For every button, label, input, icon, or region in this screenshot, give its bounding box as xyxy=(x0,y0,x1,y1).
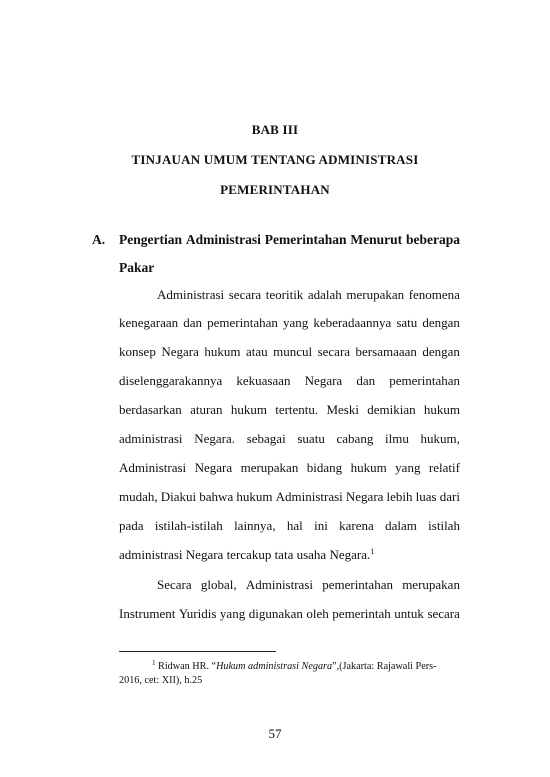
word: Negara xyxy=(194,460,233,475)
section-word: beberapa xyxy=(405,232,460,247)
chapter-title-line-1: TINJAUAN UMUM TENTANG ADMINISTRASI xyxy=(131,152,419,167)
text-line xyxy=(157,577,460,593)
word: suatu xyxy=(297,431,325,446)
word: berdasarkan xyxy=(119,402,182,417)
footnote-line-2: 2016, cet: XII), h.25 xyxy=(119,675,203,686)
word: untuk xyxy=(394,606,424,621)
word: secara xyxy=(228,287,262,302)
text-line xyxy=(157,287,460,303)
word: bidang xyxy=(306,460,343,475)
word: lebih xyxy=(386,489,413,504)
chapter-heading: BAB III xyxy=(251,122,299,137)
word: pemerintah xyxy=(332,606,391,621)
word: dan xyxy=(183,315,203,330)
word: keberadaannya xyxy=(313,315,392,330)
word: Secara xyxy=(157,577,192,592)
word: global, xyxy=(200,577,237,592)
chapter-title-line-2: PEMERINTAHAN xyxy=(220,182,330,197)
text-line xyxy=(119,344,460,360)
word: fenomena xyxy=(408,287,460,302)
word: satu xyxy=(396,315,418,330)
word: Administrasi xyxy=(119,460,187,475)
word: Negara xyxy=(161,344,199,359)
word: Diakui xyxy=(160,489,197,504)
word: hukum xyxy=(423,402,460,417)
section-word: Administrasi xyxy=(185,232,261,247)
text-line xyxy=(119,431,460,447)
word: pemerintahan xyxy=(322,577,393,592)
word: bahwa xyxy=(199,489,234,504)
word: ini xyxy=(314,518,328,533)
section-title-line-2: Pakar xyxy=(119,260,155,275)
word: merupakan xyxy=(240,460,299,475)
word: diselenggarakannya xyxy=(119,373,223,388)
word: secara xyxy=(317,344,351,359)
text-line xyxy=(119,547,460,563)
word: atau xyxy=(245,344,268,359)
word: Negara. xyxy=(194,431,236,446)
word: cabang xyxy=(336,431,374,446)
word: Yuridis xyxy=(178,606,217,621)
word: demikian xyxy=(367,402,416,417)
word: dalam xyxy=(385,518,417,533)
word: bersamaaan xyxy=(355,344,417,359)
word: oleh xyxy=(306,606,329,621)
section-word: Menurut xyxy=(350,232,403,247)
word: merupakan xyxy=(346,287,405,302)
text-line xyxy=(119,489,460,505)
word: administrasi xyxy=(119,431,183,446)
word: kekuasaan xyxy=(236,373,291,388)
section-title-line-1 xyxy=(119,232,460,248)
word: istilah xyxy=(428,518,460,533)
word: secara xyxy=(427,606,460,621)
word: sebagai xyxy=(246,431,286,446)
footnote-line-1 xyxy=(152,659,436,672)
word: adalah xyxy=(307,287,342,302)
word: Negara xyxy=(345,489,384,504)
word: teoritik xyxy=(265,287,304,302)
word: Administrasi xyxy=(245,577,313,592)
page-number: 57 xyxy=(268,726,282,741)
word: Meski xyxy=(326,402,359,417)
footnote-number: 1 xyxy=(152,659,156,667)
word: konsep xyxy=(119,344,156,359)
word: ilmu xyxy=(385,431,409,446)
word: istilah-istilah xyxy=(154,518,223,533)
footnote-text-before: Ridwan HR. “ xyxy=(155,661,217,672)
paragraph-end-text: administrasi Negara tercakup tata usaha Negara. xyxy=(119,547,371,562)
footnote-text-after: ”,(Jakarta: Rajawali Pers- xyxy=(332,661,437,672)
footnote-reference: 1 xyxy=(370,547,375,556)
word: hukum xyxy=(204,344,241,359)
word: pemerintahan xyxy=(389,373,460,388)
word: pemerintahan xyxy=(207,315,278,330)
word: relatif xyxy=(428,460,460,475)
word: luas xyxy=(415,489,437,504)
section-letter: A. xyxy=(92,232,106,247)
section-word: Pengertian xyxy=(119,232,182,247)
word: aturan xyxy=(190,402,223,417)
text-line xyxy=(119,373,460,389)
word: dengan xyxy=(422,344,460,359)
footnote-separator xyxy=(119,651,276,652)
word: Instrument xyxy=(119,606,176,621)
word: dari xyxy=(439,489,460,504)
word: muncul xyxy=(273,344,313,359)
word: tertentu. xyxy=(275,402,319,417)
text-line xyxy=(119,402,460,418)
word: hukum xyxy=(350,460,387,475)
word: yang xyxy=(395,460,421,475)
text-line xyxy=(119,315,460,331)
word: mudah, xyxy=(119,489,158,504)
footnote-book-title: Hukum administrasi Negara xyxy=(216,661,333,672)
word: digunakan xyxy=(248,606,303,621)
word: hal xyxy=(286,518,303,533)
word: karena xyxy=(339,518,374,533)
word: kenegaraan xyxy=(119,315,179,330)
text-line xyxy=(119,460,460,476)
text-line xyxy=(119,518,460,534)
word: hukum, xyxy=(420,431,460,446)
word: merupakan xyxy=(402,577,460,592)
word: yang xyxy=(219,606,246,621)
section-word: Pemerintahan xyxy=(264,232,347,247)
word: hukum xyxy=(236,489,273,504)
word: yang xyxy=(282,315,309,330)
word: hukum xyxy=(230,402,267,417)
word: pada xyxy=(119,518,144,533)
word: Administrasi xyxy=(157,287,225,302)
word: Negara xyxy=(304,373,343,388)
word: lainnya, xyxy=(234,518,276,533)
word: dengan xyxy=(422,315,460,330)
word: Administrasi xyxy=(275,489,343,504)
text-line xyxy=(119,606,460,622)
word: dan xyxy=(356,373,376,388)
